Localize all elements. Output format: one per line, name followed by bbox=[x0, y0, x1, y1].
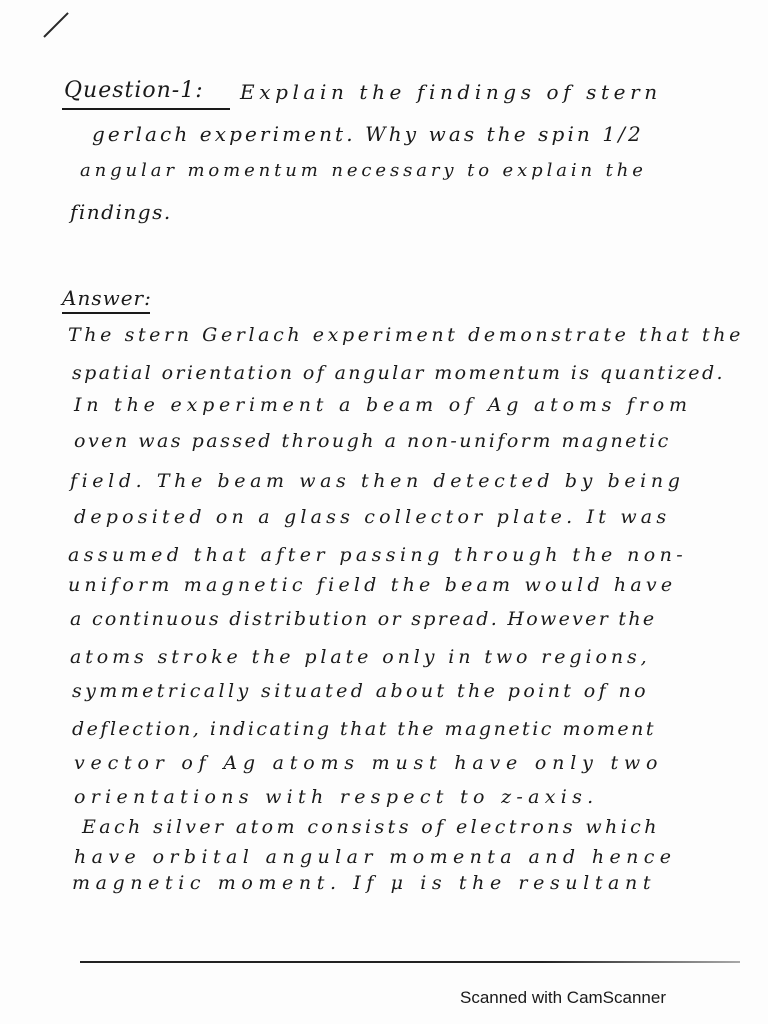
answer-line-7: assumed that after passing through the non- bbox=[68, 544, 688, 566]
answer-line-13: vector of Ag atoms must have only two bbox=[74, 752, 664, 774]
answer-line-9: a continuous distribution or spread. However the bbox=[70, 608, 657, 630]
answer-label: Answer: bbox=[62, 286, 152, 310]
question-line-3: angular momentum necessary to explain the bbox=[80, 160, 647, 181]
answer-line-5: field. The beam was then detected by being bbox=[70, 470, 685, 492]
scanner-watermark: Scanned with CamScanner bbox=[460, 988, 667, 1007]
answer-label-underline bbox=[62, 312, 150, 314]
question-line-2: gerlach experiment. Why was the spin 1/2 bbox=[92, 122, 644, 146]
answer-line-8: uniform magnetic field the beam would have bbox=[68, 574, 677, 596]
page-bottom-rule bbox=[80, 961, 740, 963]
pen-mark bbox=[43, 12, 68, 37]
answer-line-2: spatial orientation of angular momentum is quantized. bbox=[72, 362, 725, 384]
question-label-underline bbox=[62, 108, 230, 110]
answer-line-6: deposited on a glass collector plate. It was bbox=[74, 506, 671, 528]
answer-line-3: In the experiment a beam of Ag atoms from bbox=[74, 394, 692, 416]
answer-line-15: Each silver atom consists of electrons which bbox=[82, 816, 660, 838]
answer-line-1: The stern Gerlach experiment demonstrate that the bbox=[68, 324, 744, 346]
answer-line-17: magnetic moment. If μ is the resultant bbox=[72, 872, 657, 894]
answer-line-10: atoms stroke the plate only in two regions, bbox=[70, 646, 651, 668]
answer-line-4: oven was passed through a non-uniform magnetic bbox=[74, 430, 671, 452]
answer-line-11: symmetrically situated about the point of no bbox=[72, 680, 649, 702]
question-line-1: Explain the findings of stern bbox=[240, 80, 662, 104]
answer-line-14: orientations with respect to z-axis. bbox=[74, 786, 599, 808]
answer-line-12: deflection, indicating that the magnetic moment bbox=[72, 718, 657, 740]
answer-line-16: have orbital angular momenta and hence bbox=[74, 846, 677, 868]
question-label: Question-1: bbox=[64, 78, 204, 103]
question-line-4: findings. bbox=[70, 200, 172, 224]
